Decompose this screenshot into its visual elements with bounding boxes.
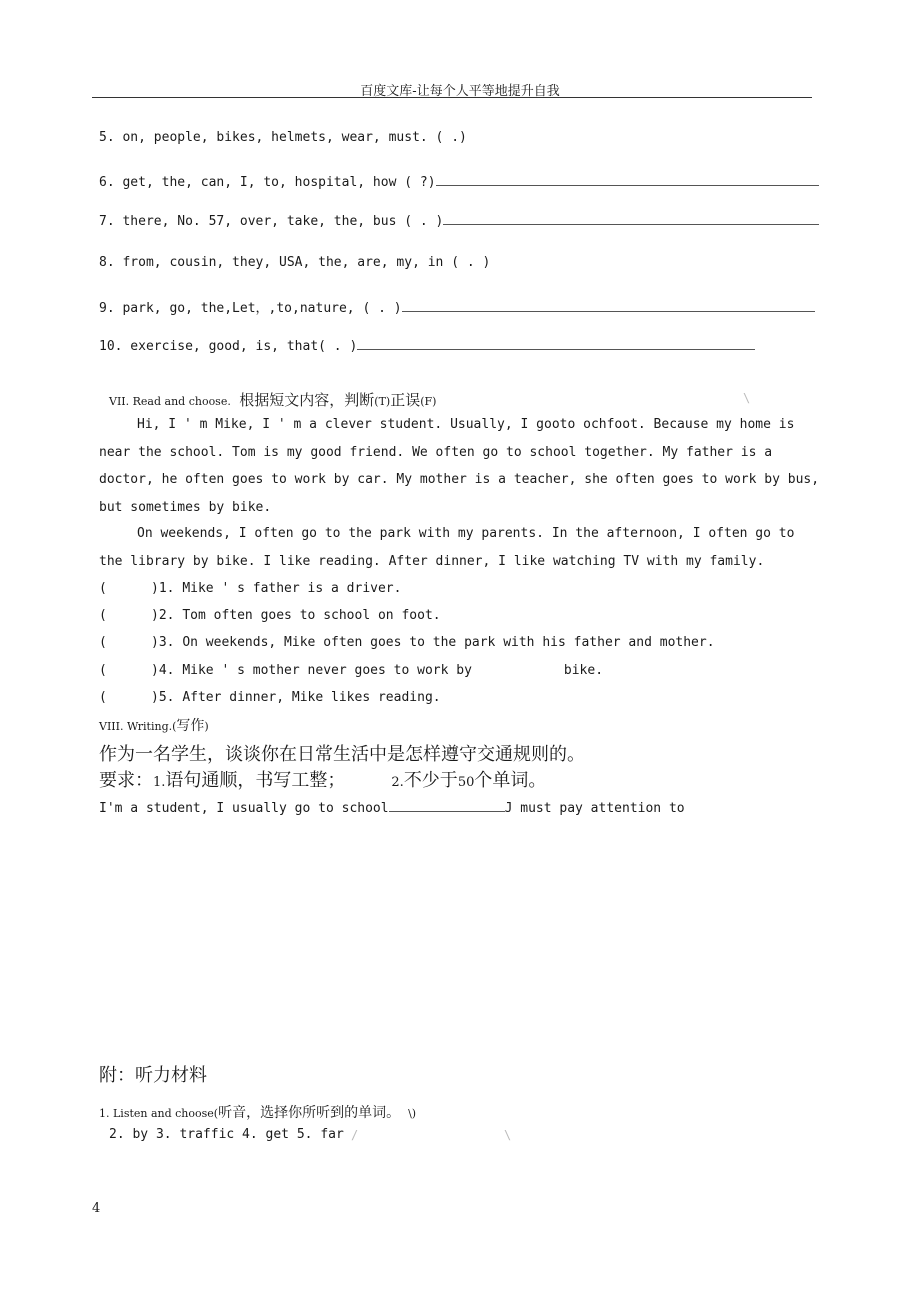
tf-answer-slot-1[interactable]: ( xyxy=(99,581,107,596)
answer-blank-6[interactable] xyxy=(436,173,819,186)
question-7 xyxy=(99,212,819,229)
answer-blank-9[interactable] xyxy=(402,299,815,312)
answer-blank-7[interactable] xyxy=(443,212,819,225)
stray-mark-slash: / xyxy=(351,1128,359,1142)
writing-starter-line xyxy=(99,799,685,816)
tf-item-number: )3. xyxy=(151,635,175,650)
section-7-title-t: (T) xyxy=(374,395,391,408)
question-7-text: 7. there, No. 57, over, take, the, bus ( . ) xyxy=(99,214,444,229)
tf-answer-slot-2[interactable]: ( xyxy=(99,608,107,623)
tf-item-text: On weekends, Mike often goes to the park with his father and mother. xyxy=(182,635,715,650)
page-number: 4 xyxy=(92,1201,101,1216)
listening-line-1-en: 1. Listen and choose( xyxy=(99,1107,219,1120)
question-10 xyxy=(99,337,755,354)
stray-mark: \ xyxy=(743,391,751,405)
question-8-text: 8. from, cousin, they, USA, the, are, my, in ( . ) xyxy=(99,255,491,270)
question-9 xyxy=(99,297,815,316)
section-7-title-cn2: 正误 xyxy=(390,391,421,409)
tf-item-number: )1. xyxy=(151,581,175,596)
writing-blank[interactable] xyxy=(389,799,505,812)
tf-item-text: Tom often goes to school on foot. xyxy=(182,608,441,623)
writing-prompt: 作为一名学生，谈谈你在日常生活中是怎样遵守交通规则的。 xyxy=(99,744,585,765)
requirement-2-count: 50 xyxy=(457,775,475,790)
tf-item-number: )5. xyxy=(151,690,175,705)
tf-item-3 xyxy=(99,635,715,650)
tf-answer-slot-3[interactable]: ( xyxy=(99,635,107,650)
section-7-title-en: VII. Read and choose. xyxy=(109,395,231,408)
tf-item-1 xyxy=(99,581,401,596)
tf-answer-slot-5[interactable]: ( xyxy=(99,690,107,705)
tf-item-text: Mike ' s father is a driver. xyxy=(182,581,402,596)
section-8-heading xyxy=(99,715,209,735)
tf-item-text: Mike ' s mother never goes to work by xyxy=(182,663,472,678)
requirement-1-text: 语句通顺，书写工整； xyxy=(165,770,346,791)
tf-answer-slot-4[interactable]: ( xyxy=(99,663,107,678)
listening-line-1 xyxy=(99,1102,416,1122)
reading-paragraph-2: On weekends, I often go to the park with my parents. In the afternoon, I often go to the library by bike. I like reading. After dinner, I like watching TV with my family. xyxy=(99,526,795,569)
listening-line-1-tail: \) xyxy=(408,1107,417,1120)
section-7-heading xyxy=(109,389,436,410)
requirements-label: 要求： xyxy=(99,770,153,791)
tf-item-number: )4. xyxy=(151,663,175,678)
section-8-title-en: VIII. Writing.( xyxy=(99,720,177,733)
tf-item-number: )2. xyxy=(151,608,175,623)
question-10-text: 10. exercise, good, is, that( . ) xyxy=(99,339,358,354)
question-8 xyxy=(99,255,490,270)
listening-line-2: 2. by 3. traffic 4. get 5. far xyxy=(109,1127,344,1142)
tf-item-text: After dinner, Mike likes reading. xyxy=(182,690,441,705)
appendix-title: 附：听力材料 xyxy=(99,1065,207,1086)
requirement-2-text: 不少于 xyxy=(403,770,458,791)
tf-item-text-extra: bike. xyxy=(563,663,604,678)
writing-starter-b: J must pay attention to xyxy=(504,801,685,816)
question-6 xyxy=(99,173,819,190)
requirement-1-number: 1. xyxy=(153,775,166,790)
section-8-title-close: ) xyxy=(204,720,209,733)
page-header-title: 百度文库-让每个人平等地提升自我 xyxy=(360,84,560,99)
answer-blank-10[interactable] xyxy=(357,337,755,350)
question-9-text: 9. park, go, the,Let，,to,nature, ( . ) xyxy=(99,301,402,316)
writing-starter-a: I'm a student, I usually go to school xyxy=(99,801,389,816)
question-5-text: 5. on, people, bikes, helmets, wear, must. ( .) xyxy=(99,130,467,145)
tf-item-2 xyxy=(99,608,441,623)
writing-requirements xyxy=(99,766,546,792)
tf-item-5 xyxy=(99,690,441,705)
requirement-2-tail: 个单词。 xyxy=(474,770,547,791)
section-7-title-cn: 根据短文内容，判断 xyxy=(239,391,375,409)
requirement-2-number: 2. xyxy=(391,775,404,790)
listening-line-1-cn: 听音，选择你所听到的单词。 xyxy=(218,1105,401,1121)
stray-mark-backslash: \ xyxy=(504,1128,512,1142)
question-5 xyxy=(99,130,467,145)
section-8-title-cn: 写作 xyxy=(176,718,205,734)
section-7-title-f: (F) xyxy=(420,395,437,408)
reading-paragraph-1: Hi, I ' m Mike, I ' m a clever student. Usually, I gooto ochfoot. Because my home is near the school. Tom is my good friend. We often go to school together. My father is a doctor, he often goes to work by car. My mother is a teacher, she often goes to work by bus, but sometimes by bike. xyxy=(99,417,820,515)
header-divider xyxy=(92,97,812,98)
question-6-text: 6. get, the, can, I, to, hospital, how ( ?) xyxy=(99,175,436,190)
tf-item-4 xyxy=(99,663,603,678)
